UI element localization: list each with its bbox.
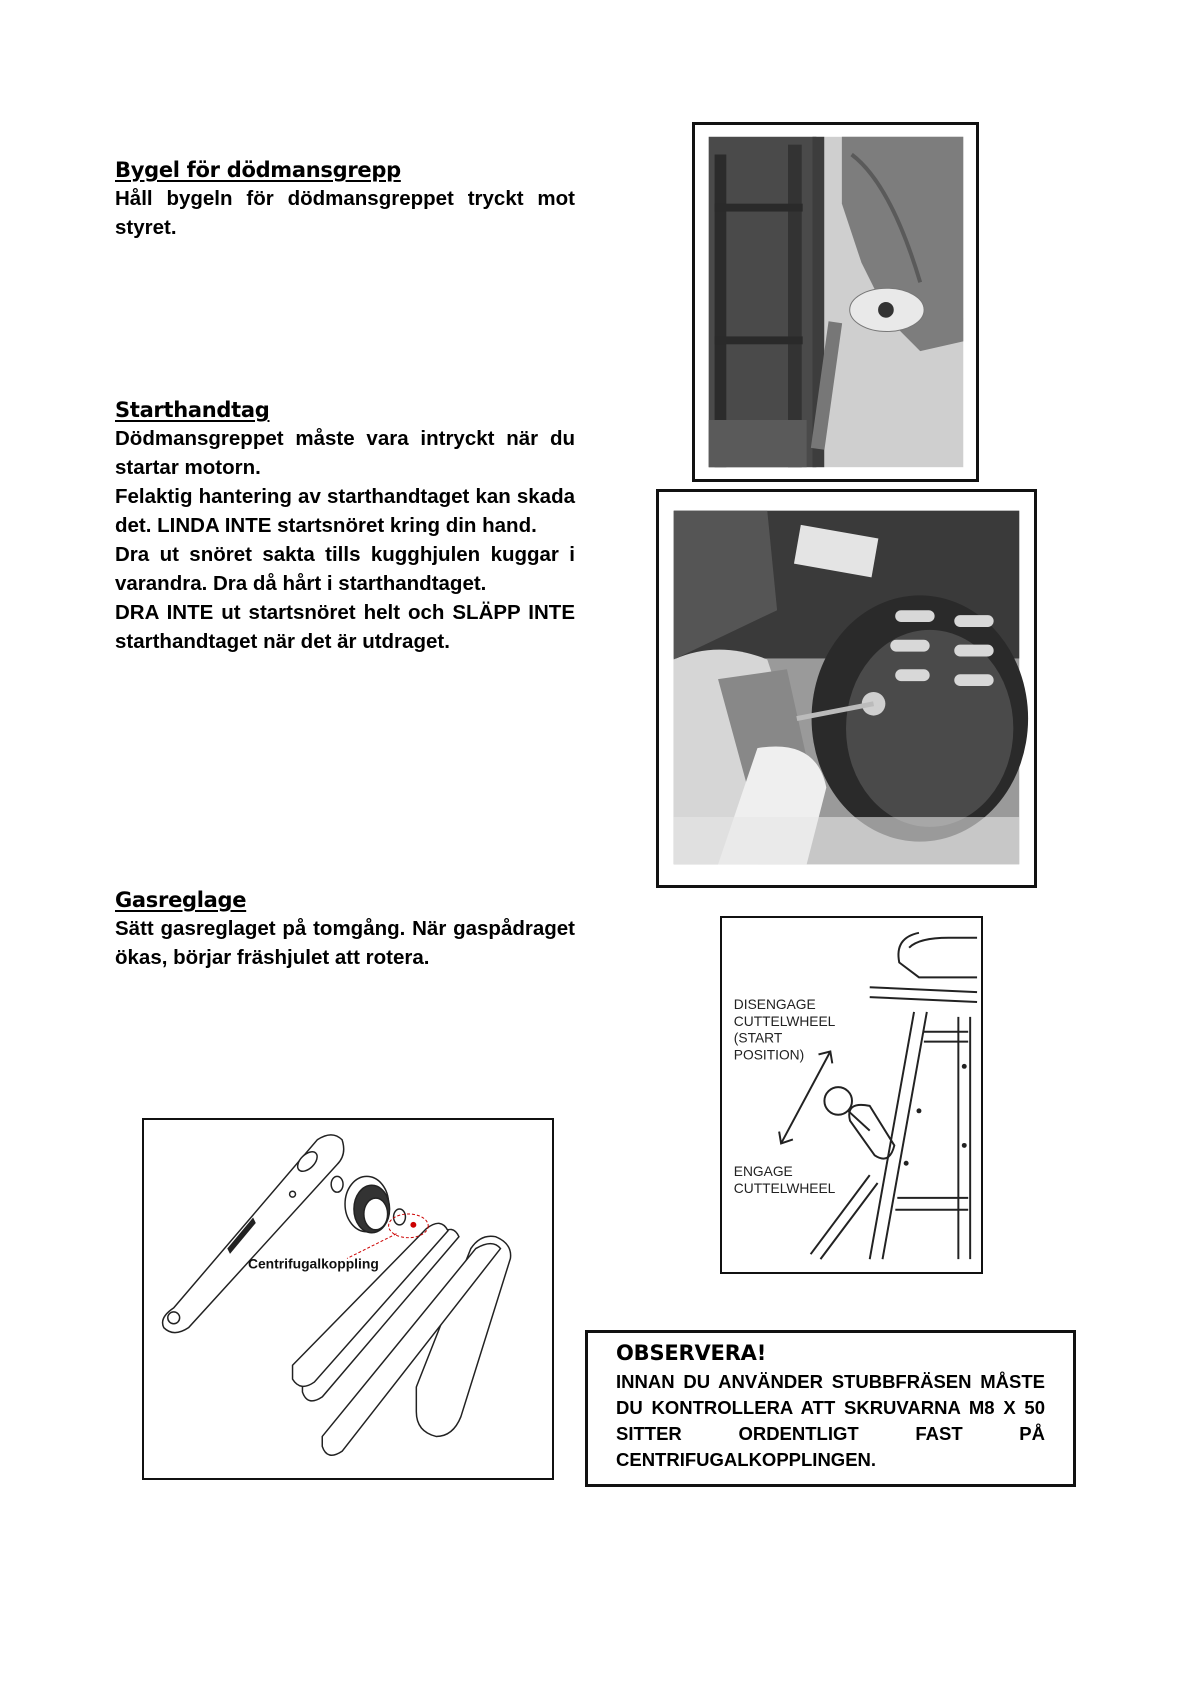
label-disengage-3: (START [733,1029,783,1046]
label-disengage-2: CUTTELWHEEL [733,1012,836,1029]
diagram-lever [720,916,983,1274]
text-start-handle-3: Dra ut snöret sakta tills kugghjulen kuggar i varandra. Dra då hårt i starthandtaget. [115,543,575,595]
diagram-clutch-drawing [144,1120,552,1478]
diagram-lever-drawing [722,918,981,1272]
text-start-handle-4: DRA INTE ut startsnöret helt och SLÄPP INTE starthandtaget när det är utdraget. [115,601,575,653]
text-dead-man: Håll bygeln för dödmansgreppet tryckt mot styret. [115,187,575,239]
label-disengage-4: POSITION) [733,1046,805,1063]
section-start-handle [115,398,575,656]
text-start-handle-2: Felaktig hantering av starthandtaget kan skada det. LINDA INTE startsnöret kring din hand. [115,485,575,537]
label-engage-2: CUTTELWHEEL [733,1179,836,1196]
photo-dead-man-grip [692,122,979,482]
heading-dead-man: Bygel för dödmansgrepp [115,158,401,182]
photo-dead-man-grip-drawing [695,125,976,479]
notice-title: OBSERVERA! [616,1341,767,1365]
label-engage-1: ENGAGE [733,1163,793,1180]
photo-starter-pull [656,489,1037,888]
notice-box [585,1330,1076,1487]
notice-text: INNAN DU ANVÄNDER STUBBFRÄSEN MÅSTE DU KONTROLLERA ATT SKRUVARNA M8 X 50 SITTER ORDENTLIGT FAST PÅ CENTRIFUGALKOPPLINGEN. [616,1371,1045,1470]
heading-start-handle: Starthandtag [115,398,270,422]
section-throttle [115,888,575,972]
text-throttle: Sätt gasreglaget på tomgång. När gaspådraget ökas, börjar fräshjulet att rotera. [115,917,575,969]
photo-starter-pull-drawing [659,492,1034,885]
label-centrifugal-clutch: Centrifugalkoppling [247,1255,379,1272]
heading-throttle: Gasreglage [115,888,247,912]
section-dead-man [115,158,575,242]
text-start-handle-1: Dödmansgreppet måste vara intryckt när du startar motorn. [115,427,575,479]
diagram-clutch [142,1118,554,1480]
label-disengage-1: DISENGAGE [733,995,816,1012]
